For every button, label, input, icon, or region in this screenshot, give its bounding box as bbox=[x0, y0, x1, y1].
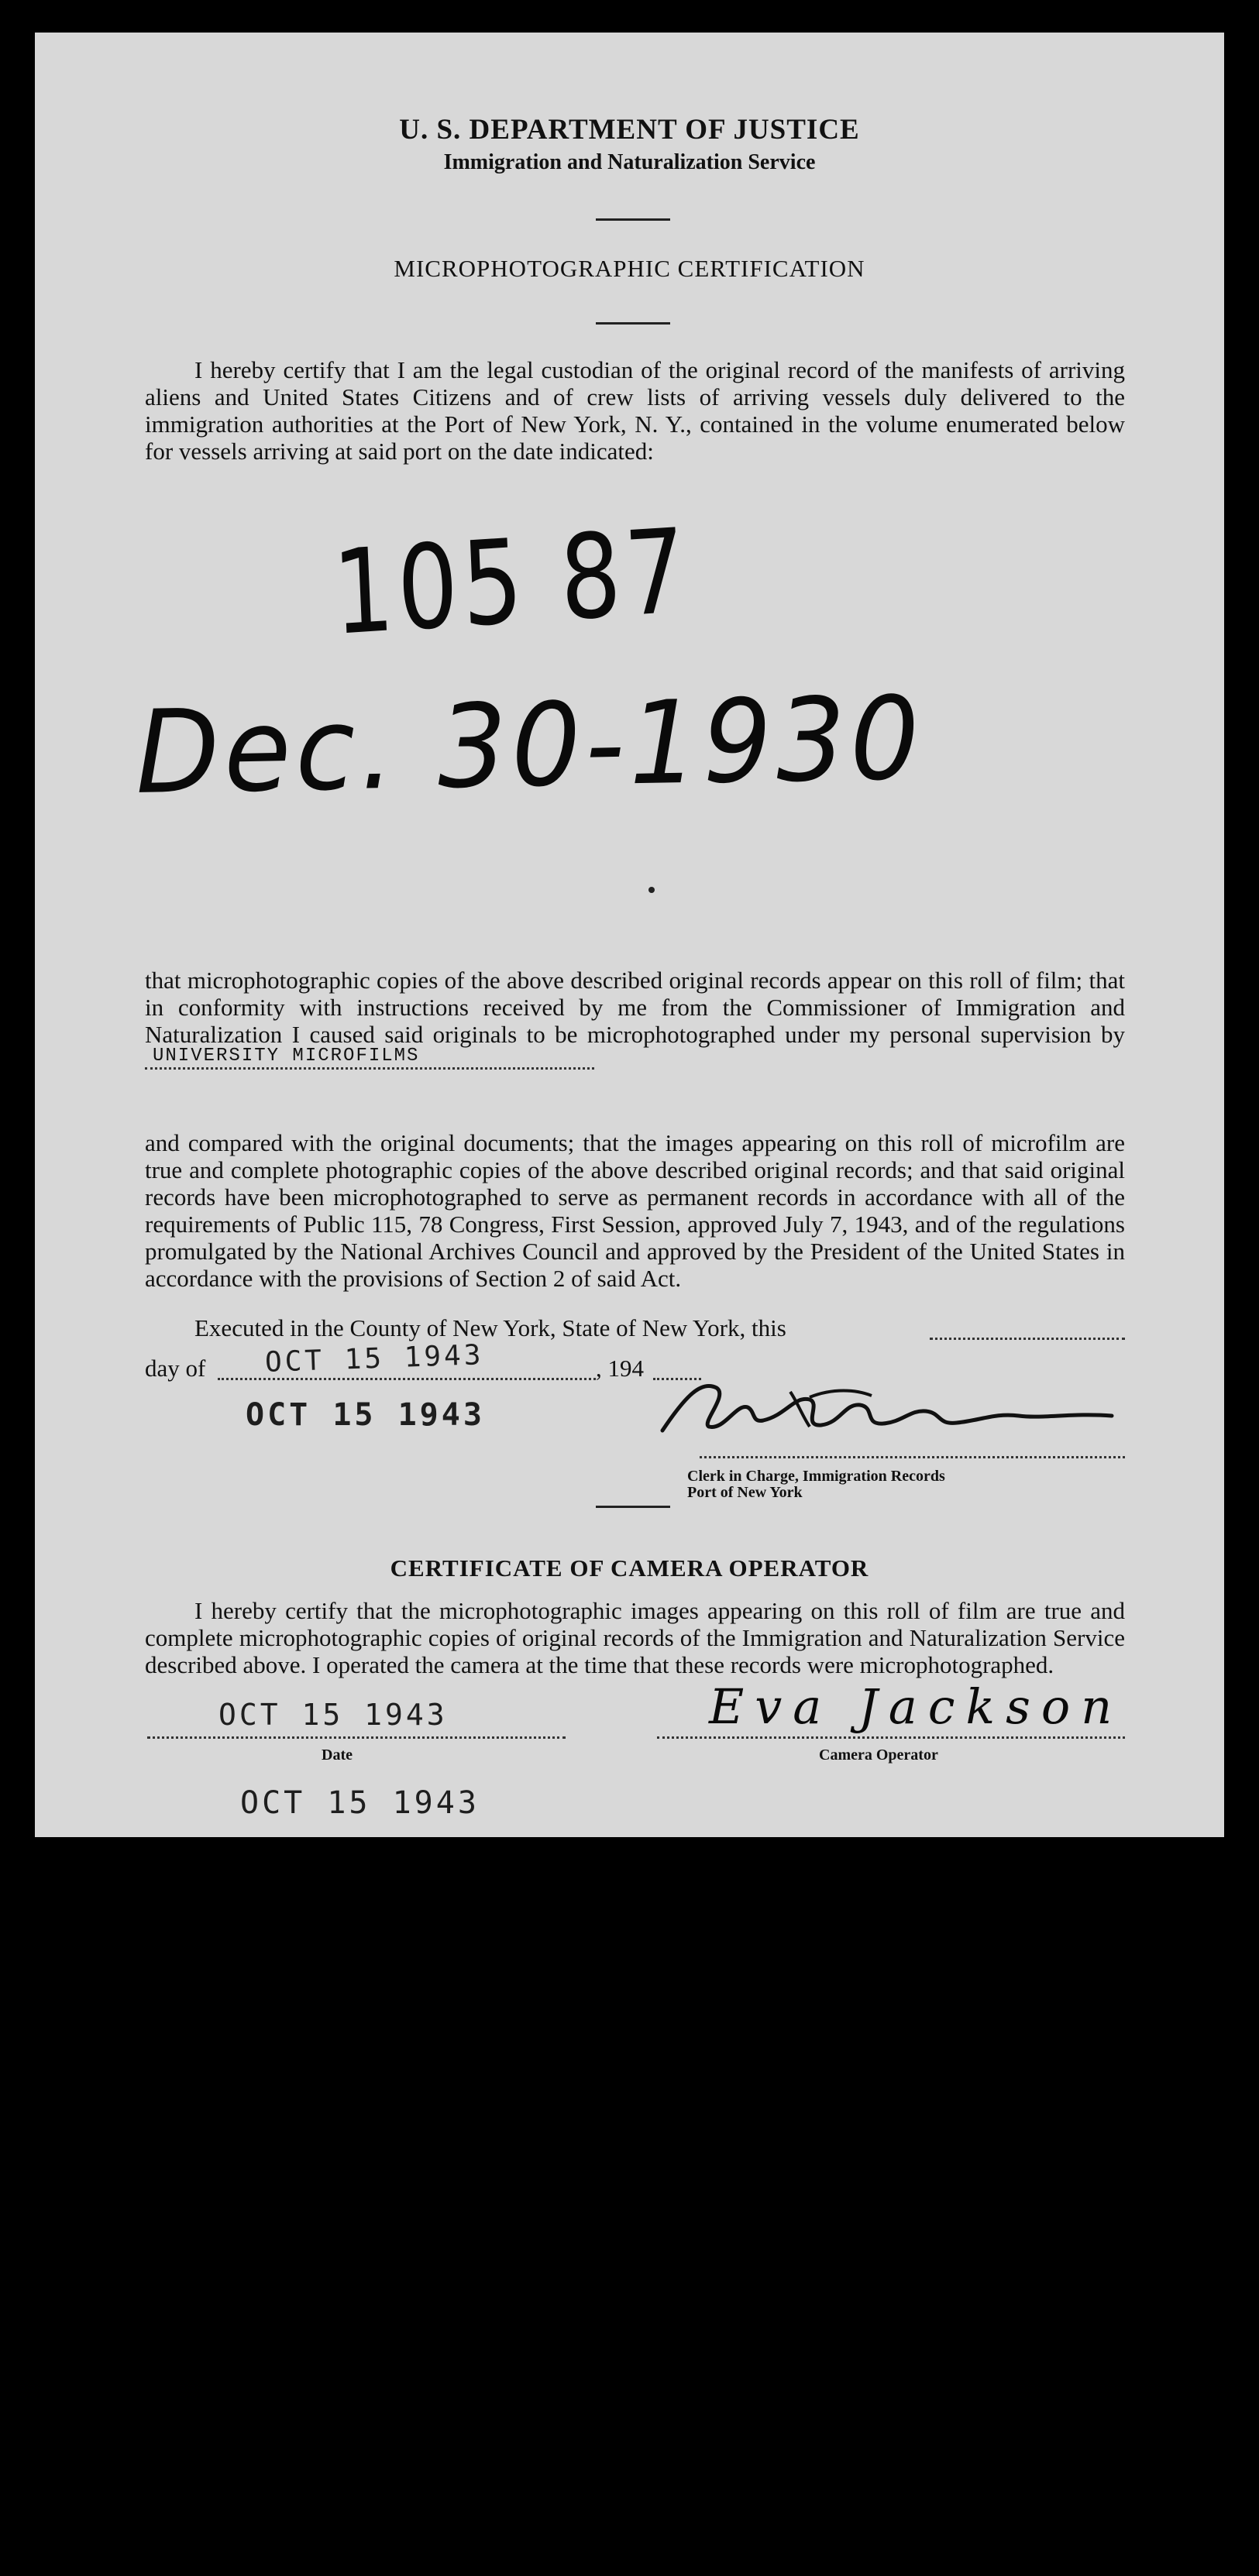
supervisor-name: UNIVERSITY MICROFILMS bbox=[153, 1046, 420, 1066]
clerk-title-line-1: Clerk in Charge, Immigration Records bbox=[687, 1468, 945, 1485]
divider bbox=[596, 1506, 670, 1508]
certificate-page bbox=[35, 33, 1224, 1837]
date-label: Date bbox=[322, 1747, 353, 1764]
camera-date-stamp: OCT 15 1943 bbox=[218, 1698, 448, 1732]
camera-operator-label: Camera Operator bbox=[819, 1747, 938, 1764]
certification-body-part1: that microphotographic copies of the above described original records appear on this roll of film; that in conformity with instructions received by me from the Commissioner of Immigration and Naturalization I caused said originals to be microphotographed under my personal supervision by UNIVERSITY MICROFILMS bbox=[145, 967, 1125, 1075]
execution-line: Executed in the County of New York, State of New York, this bbox=[194, 1314, 786, 1341]
clerk-signature bbox=[655, 1349, 1120, 1450]
date-stamp: OCT 15 1943 bbox=[246, 1397, 485, 1433]
clerk-signature-line bbox=[700, 1456, 1125, 1458]
camera-operator-signature: Eva Jackson bbox=[709, 1678, 1123, 1735]
intro-paragraph: I hereby certify that I am the legal custodian of the original record of the manifests of arriving aliens and United States Citizens and of crew lists of arriving vessels duly delivered to the immigration authorities at the Port of New York, N. Y., contained in the volume enumerated below for vessels arriving at said port on the date indicated: bbox=[145, 356, 1125, 465]
clerk-title-line-2: Port of New York bbox=[687, 1484, 803, 1501]
divider bbox=[596, 218, 670, 221]
day-of-label: day of bbox=[145, 1355, 206, 1382]
divider bbox=[596, 322, 670, 325]
handwritten-volume-number: 105 87 bbox=[330, 503, 693, 661]
year-prefix: , 194 bbox=[596, 1355, 644, 1382]
supervisor-field bbox=[145, 1046, 594, 1070]
certification-body-part2: and compared with the original documents; that the images appearing on this roll of microfilm are true and complete photographic copies of the above described original records; and that said original records have been microphotographed to serve as permanent records in accordance with all of the requirements of Public 115, 78 Congress, First Session, approved July 7, 1943, and of the regulations promulgated by the National Archives Council and approved by the President of the United States in accordance with the provisions of Section 2 of said Act. bbox=[145, 1129, 1125, 1292]
day-stamp: OCT 15 1943 bbox=[264, 1339, 485, 1379]
date-dotted-line bbox=[930, 1338, 1125, 1340]
certification-title: MICROPHOTOGRAPHIC CERTIFICATION bbox=[394, 255, 865, 282]
handwritten-date: Dec. 30-1930 bbox=[134, 671, 925, 819]
ink-dot bbox=[648, 887, 655, 893]
camera-certificate-title: CERTIFICATE OF CAMERA OPERATOR bbox=[390, 1554, 869, 1582]
service-subheading: Immigration and Naturalization Service bbox=[443, 150, 816, 174]
bottom-date-stamp: OCT 15 1943 bbox=[240, 1785, 480, 1821]
department-heading: U. S. DEPARTMENT OF JUSTICE bbox=[399, 114, 860, 146]
camera-certificate-paragraph: I hereby certify that the microphotographic images appearing on this roll of film are true and complete microphotographic copies of original records of the Immigration and Naturalization Service described above. I operated the camera at the time that these records were microphotographed. bbox=[145, 1597, 1125, 1678]
camera-date-line bbox=[147, 1736, 566, 1739]
operator-signature-line bbox=[657, 1736, 1125, 1739]
